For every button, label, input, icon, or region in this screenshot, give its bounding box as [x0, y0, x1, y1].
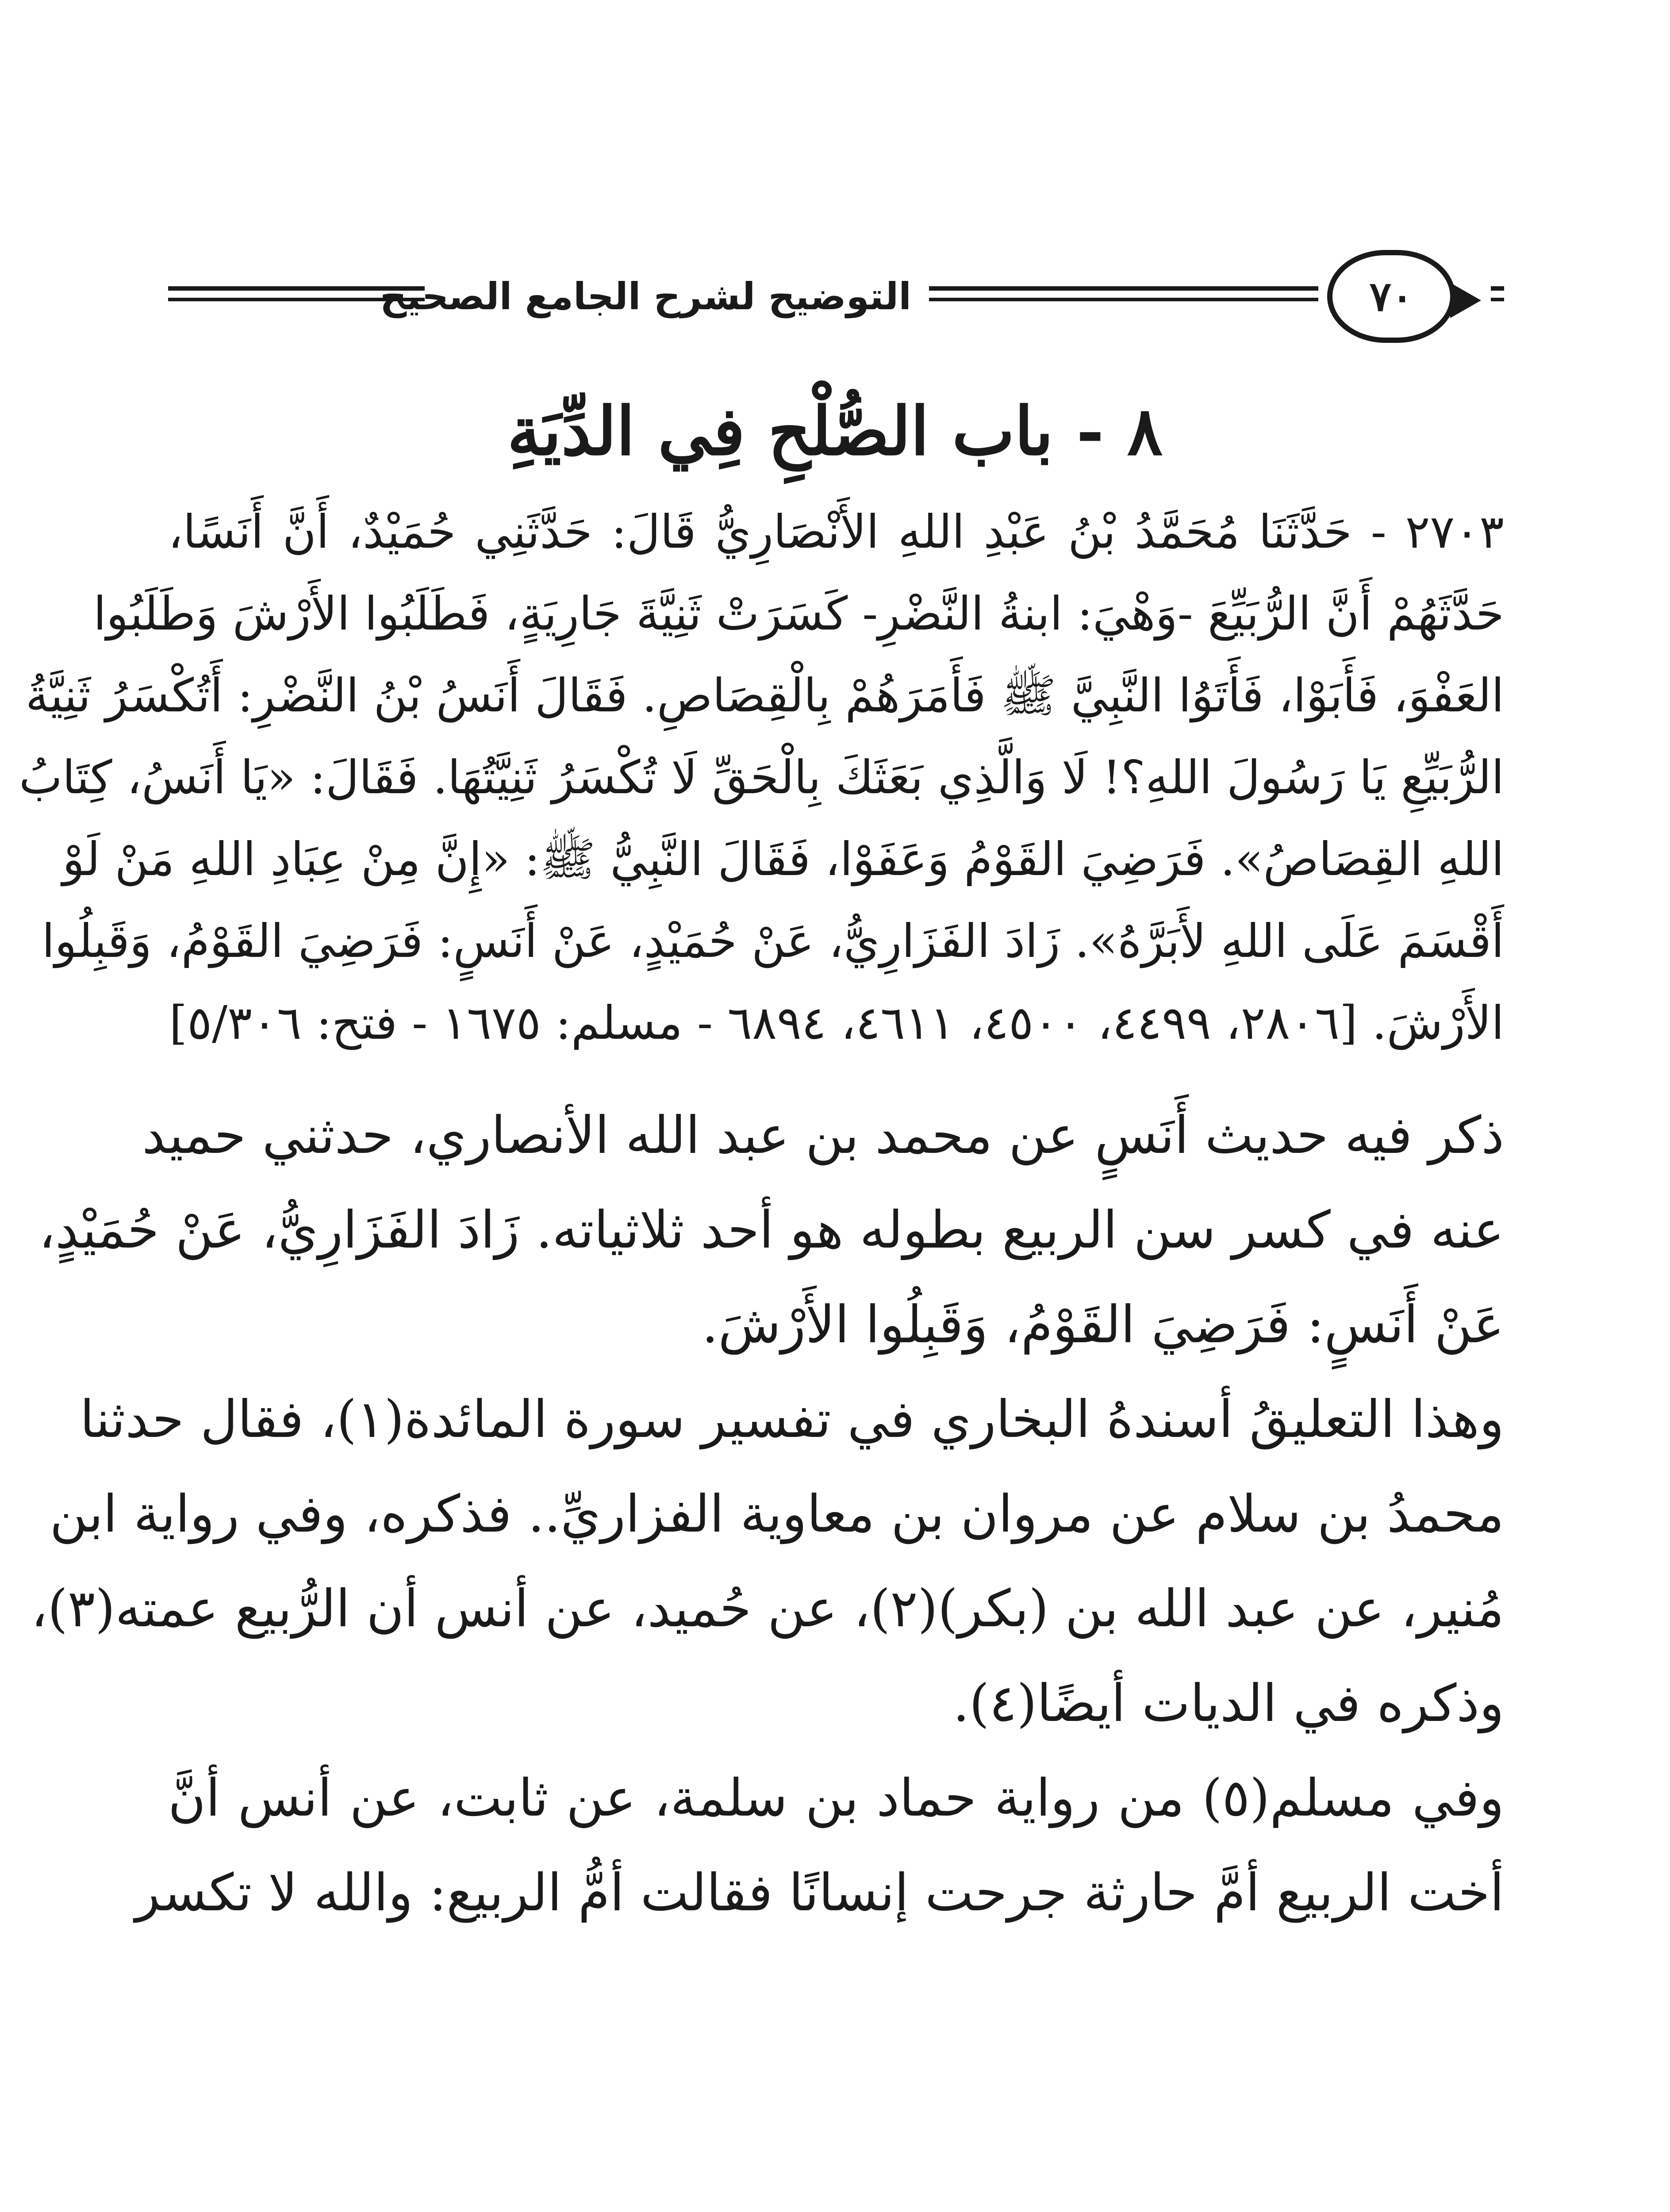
hadith-line: العَفْوَ، فَأَبَوْا، فَأَتَوُا النَّبِيَّ ﷺ فَأَمَرَهُمْ بِالْقِصَاصِ. فَقَالَ أَنَسُ بْنُ النَّضْرِ: أَتُكْسَرُ ثَنِيَّةُ [25, 668, 1504, 722]
header-rule-right-lower [1491, 298, 1504, 301]
commentary-line: مُنير، عن عبد الله بن (بكر)(٢)، عن حُميد، عن أنس أن الرُّبيع عمته(٣)، [31, 1579, 1504, 1639]
commentary-text [31, 1088, 1504, 1940]
page-number: ٧٠ [1369, 273, 1413, 320]
hadith-line: اللهِ القِصَاصُ». فَرَضِيَ القَوْمُ وَعَفَوْا، فَقَالَ النَّبِيُّ ﷺ: «إِنَّ مِنْ عِبَادِ اللهِ مَنْ لَوْ [62, 832, 1504, 886]
hadith-line: حَدَّثَهُمْ أَنَّ الرُّبَيِّعَ -وَهْيَ: ابنةُ النَّضْرِ- كَسَرَتْ ثَنِيَّةَ جَارِيَةٍ، فَطَلَبُوا الأَرْشَ وَطَلَبُوا [93, 587, 1504, 641]
commentary-line: وفي مسلم(٥) من رواية حماد بن سلمة، عن ثابت، عن أنس أنَّ [168, 1768, 1504, 1828]
commentary-line: ذكر فيه حديث أَنَسٍ عن محمد بن عبد الله الأنصاري، حدثني حميد [142, 1106, 1504, 1165]
commentary-line: وذكره في الديات أيضًا(٤). [953, 1674, 1504, 1733]
header-rule-middle [929, 286, 1318, 291]
hadith-line: أَقْسَمَ عَلَى اللهِ لأَبَرَّهُ». زَادَ الفَزَارِيُّ، عَنْ حُمَيْدٍ، عَنْ أَنَسٍ: فَرَضِيَ القَوْمُ، وَقَبِلُوا [42, 914, 1504, 968]
commentary-line: محمدُ بن سلام عن مروان بن معاوية الفزاريِّ.. فذكره، وفي رواية ابن [50, 1484, 1504, 1544]
hadith-line: الرُّبَيِّعِ يَا رَسُولَ اللهِ؟! لَا وَالَّذِي بَعَثَكَ بِالْحَقِّ لَا تُكْسَرُ ثَنِيَّتُهَا. فَقَالَ: «يَا أَنَسُ، كِتَابُ [19, 750, 1504, 804]
commentary-line: عنه في كسر سن الربيع بطوله هو أحد ثلاثياته. زَادَ الفَزَارِيُّ، عَنْ حُمَيْدٍ، [38, 1200, 1504, 1260]
hadith-line: ٢٧٠٣ - حَدَّثَنَا مُحَمَّدُ بْنُ عَبْدِ اللهِ الأَنْصَارِيُّ قَالَ: حَدَّثَنِي حُمَيْدٌ، أَنَّ أَنَسًا، [168, 505, 1504, 559]
book-title: التوضيح لشرح الجامع الصحيح [380, 275, 911, 318]
header-rule-right [1491, 286, 1504, 291]
commentary-line: وهذا التعليقُ أسندهُ البخاري في تفسير سورة المائدة(١)، فقال حدثنا [80, 1390, 1504, 1449]
running-header [168, 246, 1504, 352]
header-rule-middle-lower [929, 298, 1318, 301]
page-number-badge [1327, 250, 1455, 343]
commentary-line: عَنْ أَنَسٍ: فَرَضِيَ القَوْمُ، وَقَبِلُوا الأَرْشَ. [702, 1295, 1504, 1355]
chapter-heading: ٨ - باب الصُّلْحِ فِي الدِّيَةِ [507, 392, 1163, 470]
commentary-line: أخت الربيع أمَّ حارثة جرحت إنسانًا فقالت أمُّ الربيع: والله لا تكسر [135, 1863, 1504, 1923]
hadith-text [19, 491, 1504, 1064]
hadith-line: الأَرْشَ. [٢٨٠٦، ٤٤٩٩، ٤٥٠٠، ٤٦١١، ٦٨٩٤ - مسلم: ١٦٧٥ - فتح: ٥/٣٠٦] [169, 996, 1504, 1050]
